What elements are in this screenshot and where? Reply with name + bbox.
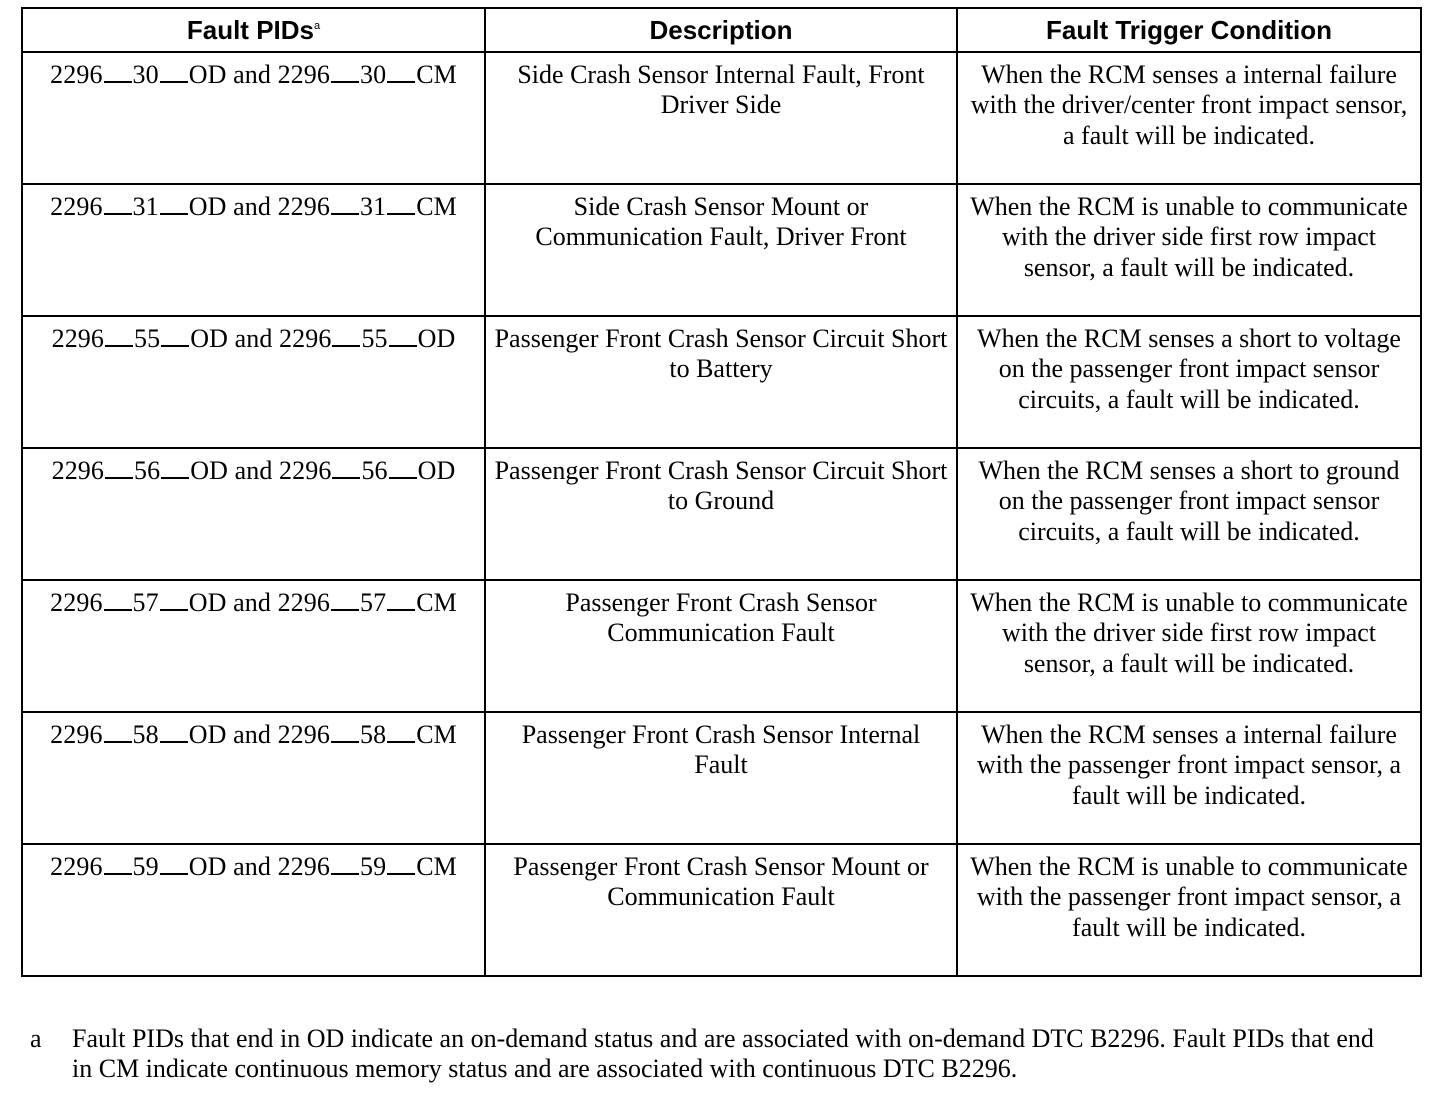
underscore-separator bbox=[160, 193, 188, 215]
table-row bbox=[22, 316, 1421, 448]
underscore-separator bbox=[387, 721, 415, 743]
table-row bbox=[22, 712, 1421, 844]
underscore-separator bbox=[387, 193, 415, 215]
pid-number: 31 bbox=[359, 192, 387, 221]
fault-pid-cell bbox=[22, 448, 485, 580]
pid-code: 2296 bbox=[50, 192, 103, 221]
column-header-trigger-condition: Fault Trigger Condition bbox=[957, 8, 1421, 52]
fault-pid-cell bbox=[22, 184, 485, 316]
trigger-condition-cell: When the RCM is unable to communicate with the driver side first row impact sensor, a fault will be indicated. bbox=[957, 184, 1421, 316]
pid-suffix: OD bbox=[190, 324, 228, 353]
underscore-separator bbox=[389, 325, 417, 347]
underscore-separator bbox=[104, 589, 132, 611]
underscore-separator bbox=[387, 589, 415, 611]
underscore-separator bbox=[331, 589, 359, 611]
pid-joiner: and bbox=[233, 588, 271, 617]
footnote-mark: a bbox=[30, 1024, 42, 1053]
pid-joiner: and bbox=[233, 852, 271, 881]
underscore-separator bbox=[331, 721, 359, 743]
underscore-separator bbox=[105, 325, 133, 347]
underscore-separator bbox=[332, 325, 360, 347]
pid-code: 2296 bbox=[277, 720, 330, 749]
fault-pid-cell bbox=[22, 52, 485, 184]
pid-suffix: CM bbox=[416, 720, 457, 749]
pid-code: 2296 bbox=[50, 60, 103, 89]
pid-suffix: CM bbox=[416, 588, 457, 617]
fault-pid-cell bbox=[22, 844, 485, 976]
underscore-separator bbox=[387, 61, 415, 83]
pid-suffix: OD bbox=[417, 456, 456, 485]
trigger-condition-cell: When the RCM is unable to communicate with the passenger front impact sensor, a fault will be indicated. bbox=[957, 844, 1421, 976]
pid-joiner: and bbox=[233, 720, 271, 749]
description-cell: Side Crash Sensor Internal Fault, Front Driver Side bbox=[485, 52, 957, 184]
trigger-condition-cell: When the RCM senses a internal failure with the driver/center front impact sensor, a fault will be indicated. bbox=[957, 52, 1421, 184]
pid-code: 2296 bbox=[277, 852, 330, 881]
fault-pid-pair bbox=[50, 852, 457, 881]
description-cell: Passenger Front Crash Sensor Circuit Short to Battery bbox=[485, 316, 957, 448]
pid-number: 58 bbox=[132, 720, 159, 749]
underscore-separator bbox=[332, 457, 360, 479]
description-cell: Passenger Front Crash Sensor Circuit Short to Ground bbox=[485, 448, 957, 580]
pid-code: 2296 bbox=[50, 852, 103, 881]
underscore-separator bbox=[387, 853, 415, 875]
underscore-separator bbox=[389, 457, 417, 479]
fault-pid-pair bbox=[50, 192, 457, 221]
table-header-row bbox=[22, 8, 1421, 52]
table-row bbox=[22, 184, 1421, 316]
column-header-fault-pids bbox=[22, 8, 485, 52]
pid-code: 2296 bbox=[277, 192, 330, 221]
pid-suffix: OD bbox=[188, 192, 227, 221]
underscore-separator bbox=[104, 721, 132, 743]
fault-pid-pair bbox=[50, 588, 457, 617]
table-row bbox=[22, 52, 1421, 184]
description-cell: Side Crash Sensor Mount or Communication Fault, Driver Front bbox=[485, 184, 957, 316]
underscore-separator bbox=[161, 457, 189, 479]
table-row bbox=[22, 844, 1421, 976]
trigger-condition-cell: When the RCM senses a internal failure with the passenger front impact sensor, a fault will be indicated. bbox=[957, 712, 1421, 844]
table-row bbox=[22, 580, 1421, 712]
description-cell: Passenger Front Crash Sensor Communication Fault bbox=[485, 580, 957, 712]
fault-pid-cell bbox=[22, 580, 485, 712]
pid-number: 58 bbox=[359, 720, 387, 749]
underscore-separator bbox=[160, 589, 188, 611]
pid-number: 59 bbox=[132, 852, 159, 881]
pid-number: 55 bbox=[134, 324, 161, 353]
pid-number: 56 bbox=[134, 456, 161, 485]
pid-suffix: OD bbox=[188, 720, 227, 749]
pid-suffix: CM bbox=[416, 852, 457, 881]
pid-joiner: and bbox=[233, 192, 271, 221]
pid-suffix: OD bbox=[188, 60, 227, 89]
fault-pid-table bbox=[21, 7, 1422, 977]
pid-number: 56 bbox=[361, 456, 388, 485]
underscore-separator bbox=[160, 853, 188, 875]
underscore-separator bbox=[160, 721, 188, 743]
underscore-separator bbox=[104, 853, 132, 875]
pid-code: 2296 bbox=[50, 588, 103, 617]
underscore-separator bbox=[104, 193, 132, 215]
pid-joiner: and bbox=[233, 60, 271, 89]
fault-pid-cell bbox=[22, 712, 485, 844]
underscore-separator bbox=[104, 61, 132, 83]
pid-suffix: OD bbox=[190, 456, 228, 485]
underscore-separator bbox=[161, 325, 189, 347]
pid-code: 2296 bbox=[277, 60, 330, 89]
description-cell: Passenger Front Crash Sensor Internal Fault bbox=[485, 712, 957, 844]
table-row bbox=[22, 448, 1421, 580]
pid-number: 57 bbox=[132, 588, 159, 617]
footnote-text: Fault PIDs that end in OD indicate an on-demand status and are associated with on-demand DTC B2296. Fault PIDs that end in CM indicate continuous memory status and are associated with continuous DTC B2296. bbox=[72, 1024, 1374, 1083]
description-cell: Passenger Front Crash Sensor Mount or Communication Fault bbox=[485, 844, 957, 976]
column-header-description: Description bbox=[485, 8, 957, 52]
underscore-separator bbox=[331, 61, 359, 83]
pid-code: 2296 bbox=[50, 720, 103, 749]
trigger-condition-cell: When the RCM senses a short to voltage on the passenger front impact sensor circuits, a fault will be indicated. bbox=[957, 316, 1421, 448]
table-footnote bbox=[30, 1024, 1390, 1084]
pid-number: 30 bbox=[132, 60, 159, 89]
pid-number: 30 bbox=[359, 60, 387, 89]
pid-suffix: OD bbox=[417, 324, 456, 353]
fault-pid-pair bbox=[50, 720, 457, 749]
trigger-condition-cell: When the RCM is unable to communicate with the driver side first row impact sensor, a fault will be indicated. bbox=[957, 580, 1421, 712]
pid-number: 31 bbox=[132, 192, 159, 221]
pid-number: 59 bbox=[359, 852, 387, 881]
pid-code: 2296 bbox=[279, 456, 332, 485]
fault-pid-cell bbox=[22, 316, 485, 448]
pid-code: 2296 bbox=[277, 588, 330, 617]
fault-pids-header-label: Fault PIDs bbox=[186, 15, 314, 45]
pid-joiner: and bbox=[234, 456, 273, 485]
underscore-separator bbox=[331, 853, 359, 875]
fault-pid-pair bbox=[52, 324, 456, 353]
pid-number: 57 bbox=[359, 588, 387, 617]
pid-suffix: CM bbox=[416, 192, 457, 221]
pid-joiner: and bbox=[234, 324, 273, 353]
fault-pid-pair bbox=[50, 60, 457, 89]
footnote-reference: a bbox=[314, 20, 321, 32]
fault-pid-pair bbox=[52, 456, 456, 485]
pid-number: 55 bbox=[361, 324, 388, 353]
pid-code: 2296 bbox=[279, 324, 332, 353]
pid-suffix: OD bbox=[188, 852, 227, 881]
pid-suffix: CM bbox=[416, 60, 457, 89]
pid-code: 2296 bbox=[51, 456, 104, 485]
trigger-condition-cell: When the RCM senses a short to ground on the passenger front impact sensor circuits, a fault will be indicated. bbox=[957, 448, 1421, 580]
pid-code: 2296 bbox=[51, 324, 104, 353]
underscore-separator bbox=[331, 193, 359, 215]
underscore-separator bbox=[160, 61, 188, 83]
underscore-separator bbox=[105, 457, 133, 479]
pid-suffix: OD bbox=[188, 588, 227, 617]
